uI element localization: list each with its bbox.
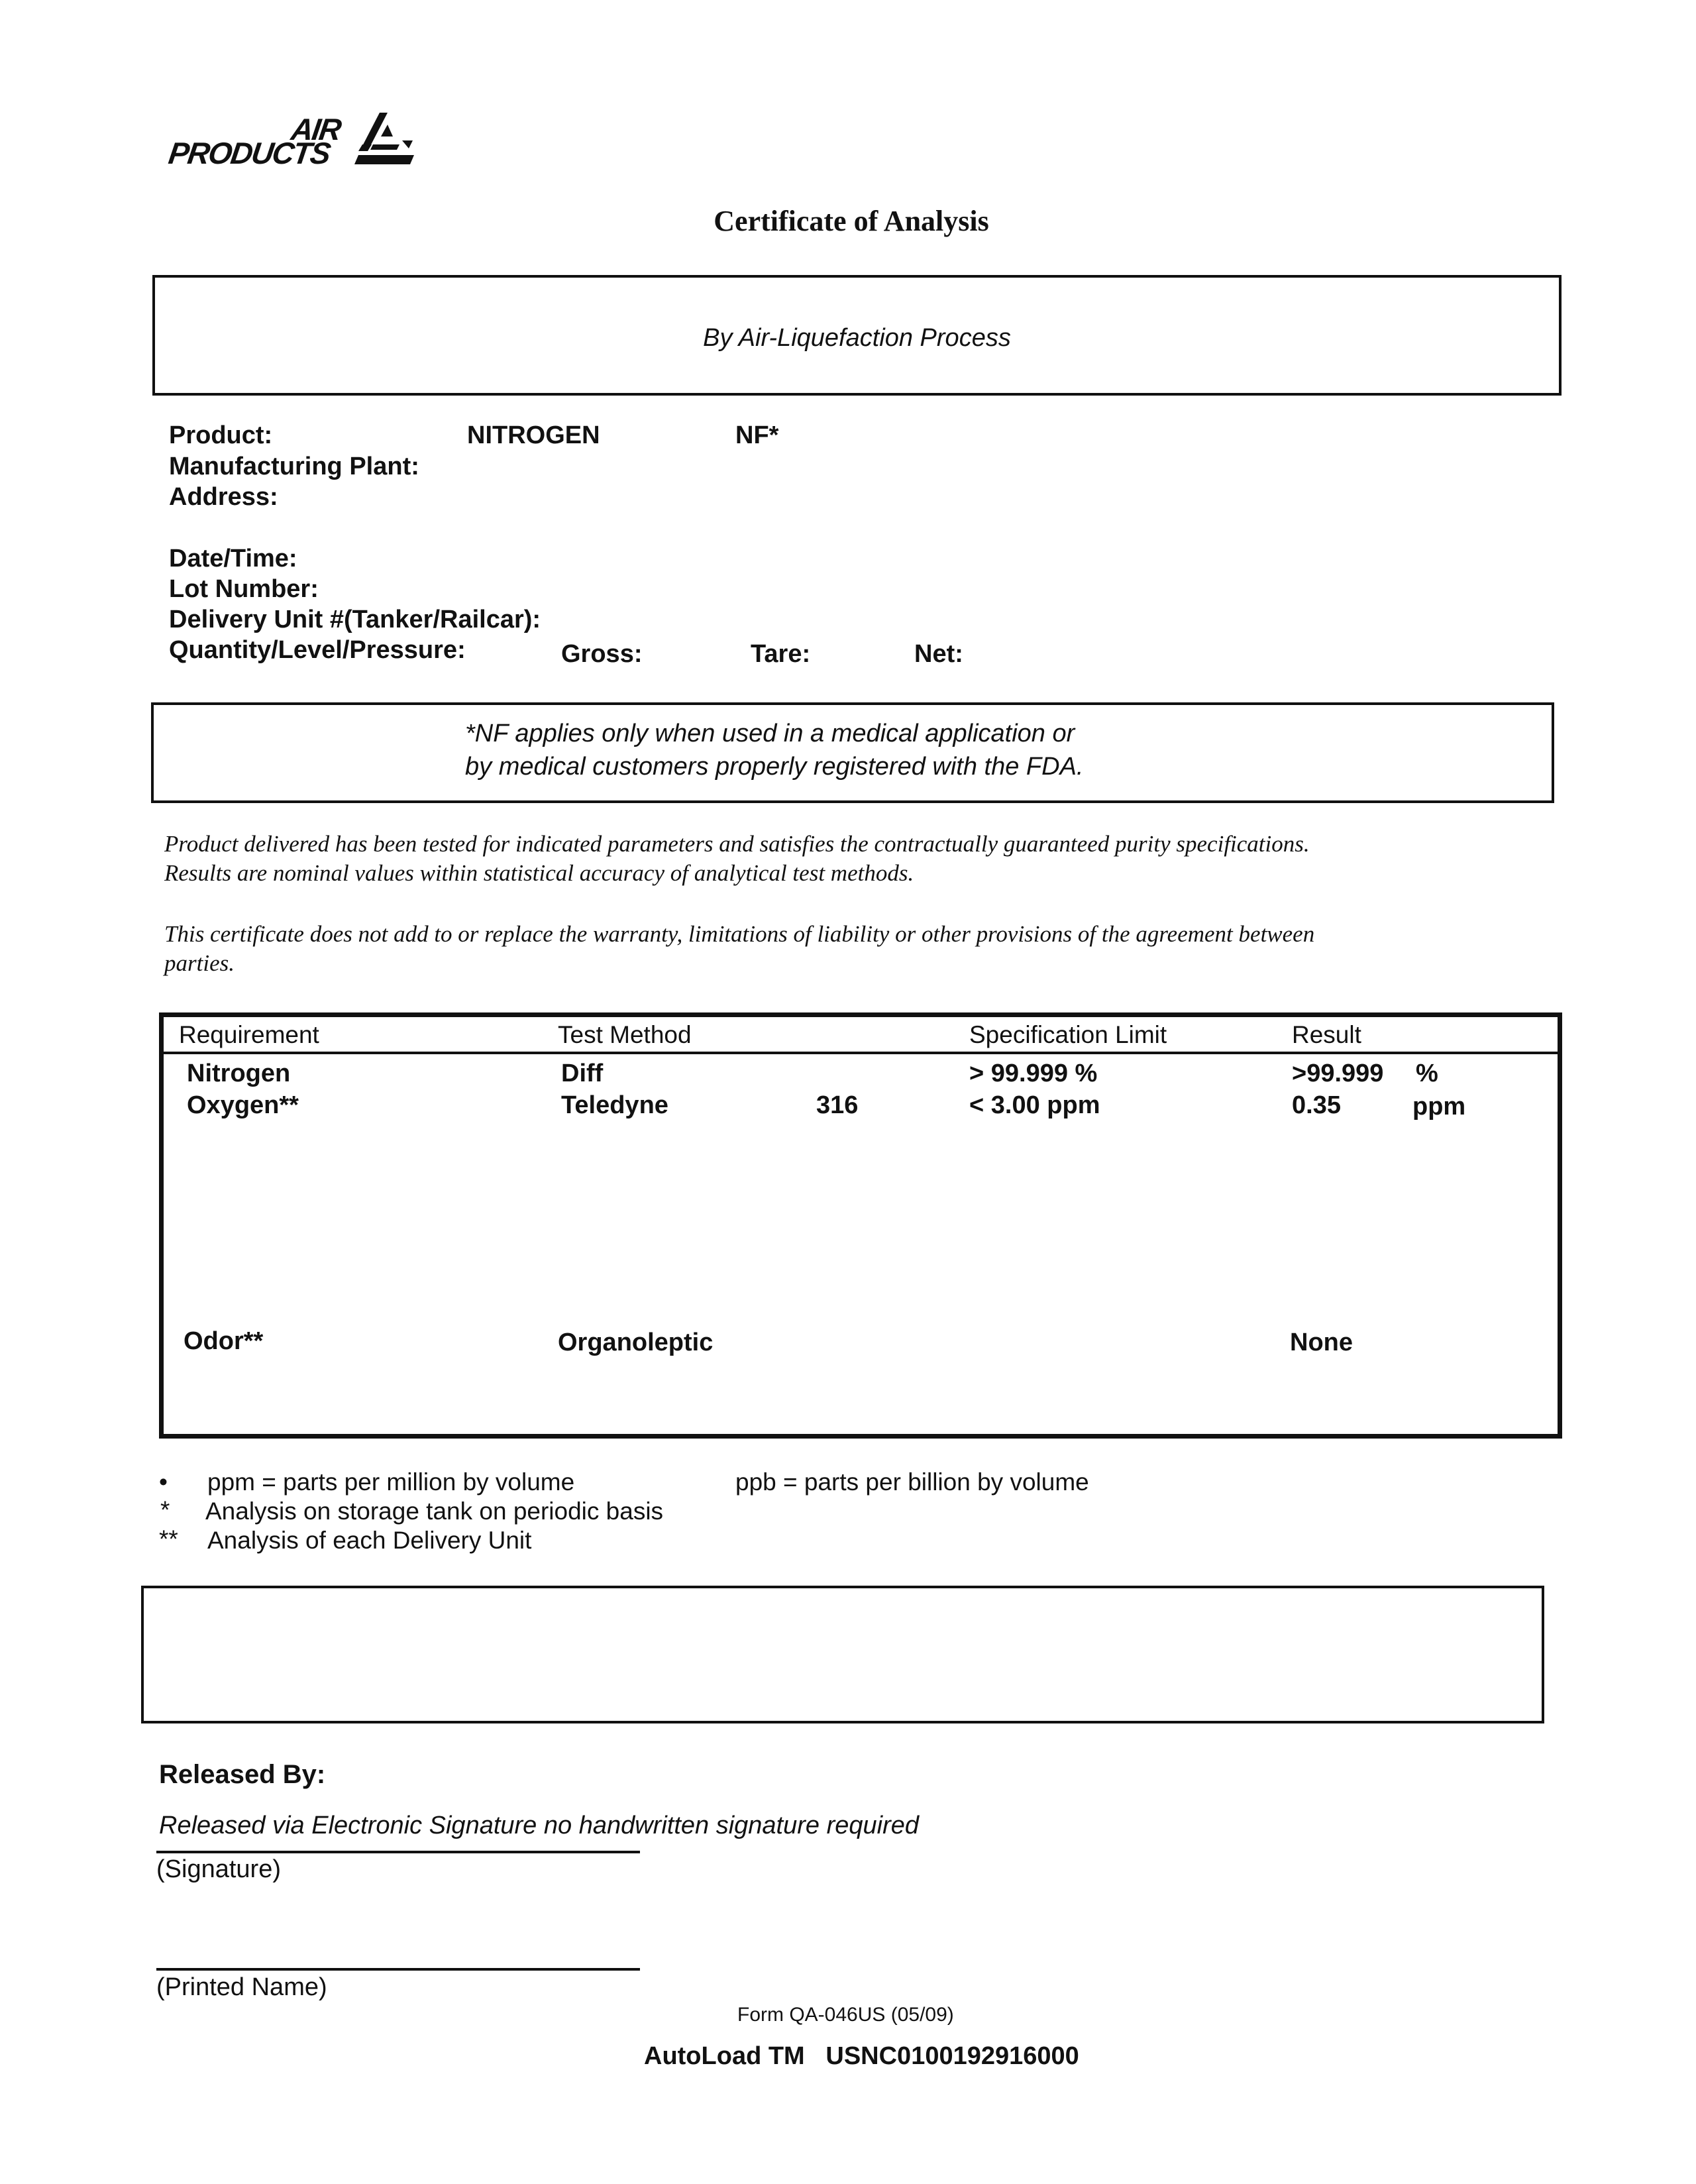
- row-nitrogen-requirement: Nitrogen: [187, 1060, 291, 1087]
- row-oxygen-unit: ppm: [1412, 1093, 1466, 1120]
- footnote-single-asterisk-marker: *: [160, 1496, 170, 1523]
- footnote-double-asterisk-marker: **: [159, 1525, 178, 1553]
- lot-number-label: Lot Number:: [169, 575, 319, 603]
- signature-label: (Signature): [156, 1855, 281, 1883]
- delivery-unit-label: Delivery Unit #(Tanker/Railcar):: [169, 606, 541, 633]
- signature-line: [156, 1851, 640, 1853]
- plant-label: Manufacturing Plant:: [169, 453, 419, 480]
- nf-notice-line-2: by medical customers properly registered with the FDA.: [465, 753, 1084, 781]
- released-by-heading: Released By:: [159, 1760, 326, 1789]
- row-nitrogen-unit: %: [1416, 1060, 1438, 1087]
- header-divider: [164, 1052, 1558, 1054]
- product-grade: NF*: [735, 421, 779, 449]
- row-oxygen-method: Teledyne: [561, 1091, 668, 1119]
- logo-text-products: PRODUCTS: [166, 136, 332, 170]
- process-text: By Air-Liquefaction Process: [703, 324, 1011, 352]
- footnote-storage-tank: Analysis on storage tank on periodic basis: [205, 1498, 664, 1525]
- document-title: Certificate of Analysis: [714, 205, 989, 237]
- statement-2-line-1: This certificate does not add to or replace the warranty, limitations of liability or other provisions of the agreement between: [164, 921, 1315, 947]
- footnote-ppm: ppm = parts per million by volume: [207, 1468, 575, 1496]
- printed-name-line: [156, 1968, 640, 1971]
- address-label: Address:: [169, 483, 278, 511]
- nf-notice-line-1: *NF applies only when used in a medical application or: [465, 720, 1075, 747]
- row-nitrogen-spec: > 99.999 %: [969, 1060, 1098, 1087]
- row-nitrogen-method: Diff: [561, 1060, 604, 1087]
- company-logo: [166, 111, 434, 178]
- air-products-triangle-logo-icon: [353, 111, 419, 171]
- row-odor-requirement: Odor**: [184, 1327, 264, 1355]
- logo-text-air: AIR: [289, 112, 343, 146]
- form-id: Form QA-046US (05/09): [737, 2004, 954, 2026]
- product-label: Product:: [169, 421, 273, 449]
- statement-1-line-2: Results are nominal values within statistical accuracy of analytical test methods.: [164, 860, 914, 886]
- gross-label: Gross:: [561, 640, 643, 668]
- comments-box: [141, 1586, 1544, 1723]
- header-result: Result: [1292, 1021, 1361, 1048]
- statement-2-line-2: parties.: [164, 950, 235, 976]
- results-table: [159, 1012, 1562, 1439]
- footnote-bullet-marker: •: [159, 1468, 168, 1496]
- row-odor-method: Organoleptic: [558, 1329, 714, 1356]
- datetime-label: Date/Time:: [169, 545, 297, 573]
- quantity-label: Quantity/Level/Pressure:: [169, 636, 466, 664]
- footnote-ppb: ppb = parts per billion by volume: [735, 1468, 1089, 1496]
- row-oxygen-spec: < 3.00 ppm: [969, 1091, 1100, 1119]
- row-odor-result: None: [1290, 1329, 1353, 1356]
- electronic-signature-text: Released via Electronic Signature no handwritten signature required: [159, 1812, 920, 1839]
- row-oxygen-result: 0.35: [1292, 1091, 1341, 1119]
- header-requirement: Requirement: [179, 1021, 319, 1048]
- statement-1-line-1: Product delivered has been tested for indicated parameters and satisfies the contractually guaranteed purity specifications.: [164, 831, 1310, 857]
- header-spec-limit: Specification Limit: [969, 1021, 1167, 1048]
- nf-notice-box: [151, 702, 1554, 803]
- row-nitrogen-result: >99.999: [1292, 1060, 1384, 1087]
- process-box: [152, 275, 1562, 396]
- product-value: NITROGEN: [467, 421, 600, 449]
- net-label: Net:: [914, 640, 963, 668]
- tare-label: Tare:: [751, 640, 811, 668]
- row-oxygen-requirement: Oxygen**: [187, 1091, 299, 1119]
- row-oxygen-method-code: 316: [816, 1091, 859, 1119]
- printed-name-label: (Printed Name): [156, 1973, 327, 2001]
- autoload-id: AutoLoad TM USNC0100192916000: [644, 2042, 1079, 2070]
- header-test-method: Test Method: [558, 1021, 692, 1048]
- footnote-delivery-unit: Analysis of each Delivery Unit: [207, 1527, 532, 1554]
